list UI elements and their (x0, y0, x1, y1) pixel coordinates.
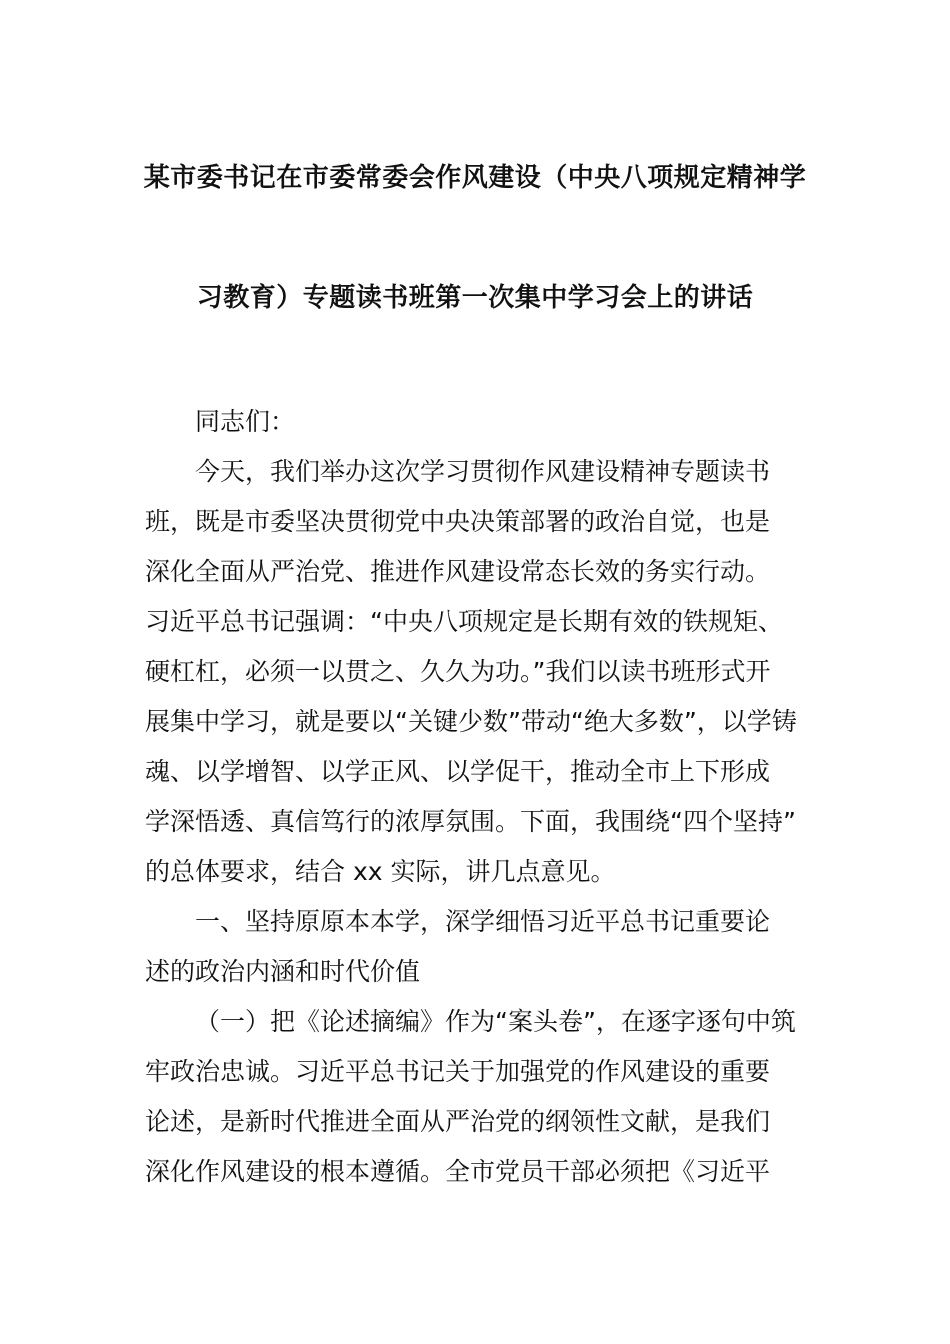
document-title-line-1: 某市委书记在市委常委会作风建设（中央八项规定精神学 (143, 163, 807, 193)
paragraph-line: 硬杠杠，必须一以贯之、久久为功。”我们以读书班形式开 (145, 657, 771, 686)
paragraph-line: 论述，是新时代推进全面从严治党的纲领性文献，是我们 (145, 1107, 771, 1136)
heading-line: 述的政治内涵和时代价值 (145, 957, 421, 986)
paragraph-line: 习近平总书记强调：“中央八项规定是长期有效的铁规矩、 (145, 607, 783, 636)
salutation (145, 397, 810, 447)
paragraph-line: 班，既是市委坚决贯彻党中央决策部署的政治自觉，也是 (145, 507, 771, 536)
salutation-text: 同志们： (195, 407, 296, 436)
section-heading-1 (145, 897, 810, 997)
heading-line: 一、坚持原原本本学，深学细悟习近平总书记重要论 (195, 907, 771, 936)
paragraph-line: 深化全面从严治党、推进作风建设常态长效的务实行动。 (145, 557, 771, 586)
paragraph-line: （一）把《论述摘编》作为“案头卷”，在逐字逐句中筑 (195, 1007, 796, 1036)
paragraph-line: 学深悟透、真信笃行的浓厚氛围。下面，我围绕“四个坚持” (145, 807, 796, 836)
paragraph-1 (145, 447, 810, 897)
paragraph-line: 牢政治忠诚。习近平总书记关于加强党的作风建设的重要 (145, 1057, 771, 1086)
paragraph-line: 的总体要求，结合 xx 实际，讲几点意见。 (145, 857, 616, 886)
paragraph-2 (145, 997, 810, 1197)
paragraph-line: 展集中学习，就是要以“关键少数”带动“绝大多数”，以学铸 (145, 707, 797, 736)
paragraph-line: 深化作风建设的根本遵循。全市党员干部必须把《习近平 (145, 1157, 771, 1186)
document-title-line-2: 习教育）专题读书班第一次集中学习会上的讲话 (196, 283, 754, 313)
paragraph-line: 魂、以学增智、以学正风、以学促干，推动全市上下形成 (145, 757, 771, 786)
paragraph-line: 今天，我们举办这次学习贯彻作风建设精神专题读书 (195, 457, 771, 486)
